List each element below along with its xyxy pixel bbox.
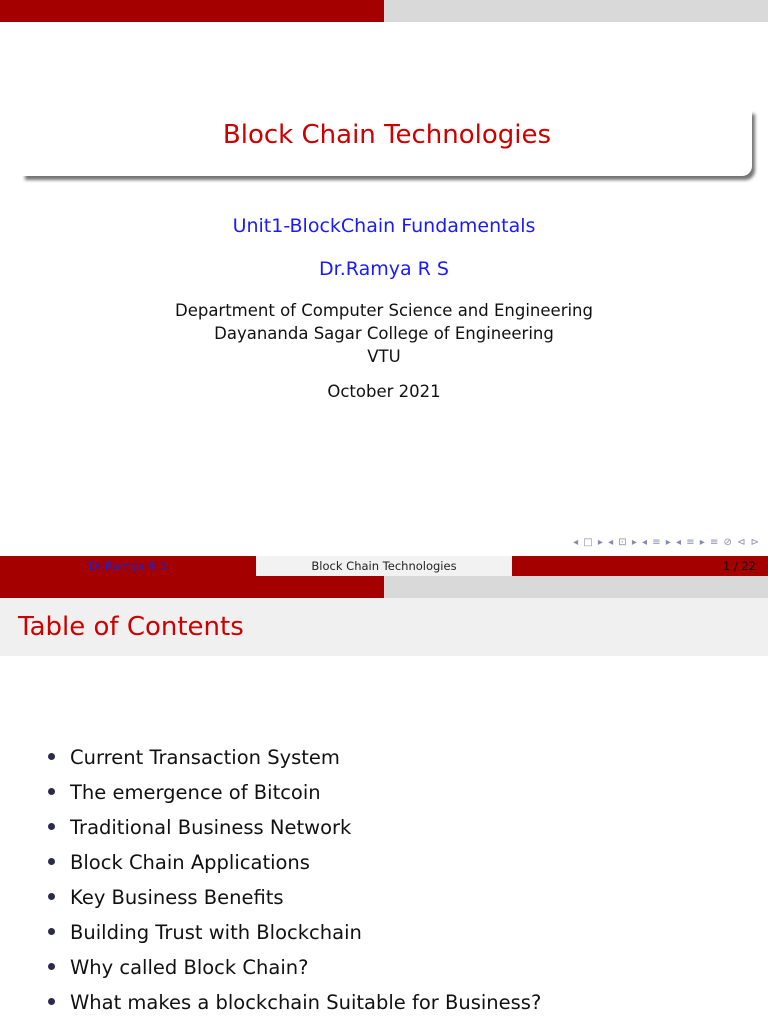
toc-item[interactable] bbox=[0, 987, 768, 1022]
second-slide-progress-bar bbox=[0, 576, 768, 598]
toc-item-label: Current Transaction System bbox=[70, 746, 340, 769]
toc-item-label: Building Trust with Blockchain bbox=[70, 921, 362, 944]
footer-title: Block Chain Technologies bbox=[256, 556, 512, 576]
bullet-icon bbox=[48, 998, 55, 1005]
bullet-icon bbox=[48, 788, 55, 795]
footer-page-number: 1 / 22 bbox=[722, 559, 756, 573]
toc-item-label: Traditional Business Network bbox=[70, 816, 352, 839]
top-progress-bar bbox=[0, 0, 768, 22]
toc-item[interactable] bbox=[0, 742, 768, 777]
bullet-icon bbox=[48, 928, 55, 935]
footer-page-box bbox=[512, 556, 768, 576]
toc-item[interactable] bbox=[0, 952, 768, 987]
toc-list bbox=[0, 742, 768, 1022]
bar2-left bbox=[0, 576, 384, 598]
bar2-right bbox=[384, 576, 768, 598]
top-bar-right bbox=[384, 0, 768, 22]
institute-block bbox=[0, 299, 768, 368]
toc-item-label: The emergence of Bitcoin bbox=[70, 781, 321, 804]
toc-item-label: What makes a blockchain Suitable for Business? bbox=[70, 991, 542, 1014]
toc-item[interactable] bbox=[0, 882, 768, 917]
institute-line: Department of Computer Science and Engineering bbox=[174, 301, 593, 320]
institute-line: Dayananda Sagar College of Engineering bbox=[214, 324, 554, 343]
bullet-icon bbox=[48, 858, 55, 865]
bullet-icon bbox=[48, 893, 55, 900]
toc-item[interactable] bbox=[0, 847, 768, 882]
toc-title: Table of Contents bbox=[18, 612, 244, 642]
bullet-icon bbox=[48, 753, 55, 760]
presentation-author: Dr.Ramya R S bbox=[319, 258, 449, 280]
bullet-icon bbox=[48, 823, 55, 830]
toc-item[interactable] bbox=[0, 917, 768, 952]
title-box bbox=[22, 110, 752, 176]
presentation-date: October 2021 bbox=[327, 382, 441, 401]
bullet-icon bbox=[48, 963, 55, 970]
institute-line: VTU bbox=[367, 347, 401, 366]
toc-item[interactable] bbox=[0, 777, 768, 812]
beamer-navigation-icons[interactable]: ◂ □ ▸ ◂ ⊡ ▸ ◂ ≡ ▸ ◂ ≡ ▸ ≡ ⊘ ⊲ ⊳ bbox=[573, 537, 760, 548]
top-bar-left bbox=[0, 0, 384, 22]
toc-item-label: Why called Block Chain? bbox=[70, 956, 309, 979]
title-slide bbox=[0, 22, 768, 556]
footer-author: Dr.Ramya R S bbox=[0, 556, 256, 576]
slide-footer bbox=[0, 556, 768, 576]
presentation-title: Block Chain Technologies bbox=[222, 120, 552, 150]
toc-item-label: Block Chain Applications bbox=[70, 851, 310, 874]
toc-item[interactable] bbox=[0, 812, 768, 847]
toc-header bbox=[0, 598, 768, 656]
toc-item-label: Key Business Benefits bbox=[70, 886, 284, 909]
presentation-subtitle: Unit1-BlockChain Fundamentals bbox=[232, 215, 536, 237]
